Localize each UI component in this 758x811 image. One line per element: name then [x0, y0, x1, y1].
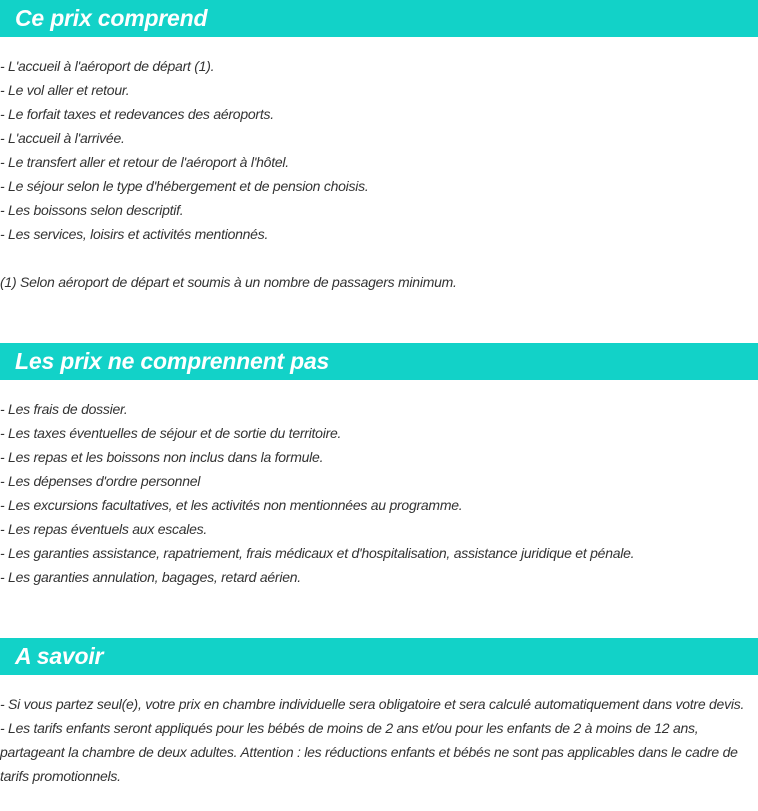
list-item: - L'accueil à l'aéroport de départ (1).	[0, 58, 215, 74]
list-item: - Les frais de dossier.	[0, 401, 128, 417]
list-item: - Le forfait taxes et redevances des aéroports.	[0, 106, 274, 122]
list-item: - Les repas et les boissons non inclus dans la formule.	[0, 449, 324, 465]
list-item: - Les excursions facultatives, et les activités non mentionnées au programme.	[0, 497, 463, 513]
footnote: (1) Selon aéroport de départ et soumis à un nombre de passagers minimum.	[0, 274, 457, 290]
list-item: - Le transfert aller et retour de l'aéroport à l'hôtel.	[0, 154, 289, 170]
section-title-price-excludes: Les prix ne comprennent pas	[0, 343, 758, 380]
list-item: - Les boissons selon descriptif.	[0, 202, 184, 218]
section-title-good-to-know: A savoir	[0, 638, 758, 675]
good-to-know-list	[0, 692, 756, 788]
list-item: - Les repas éventuels aux escales.	[0, 521, 208, 537]
list-item: - Les taxes éventuelles de séjour et de sortie du territoire.	[0, 425, 342, 441]
list-item: - Les dépenses d'ordre personnel	[0, 473, 201, 489]
list-item: - Le vol aller et retour.	[0, 82, 130, 98]
list-item: - Les garanties assistance, rapatriement, frais médicaux et d'hospitalisation, assistance juridique et pénale.	[0, 545, 635, 561]
list-item: - Les garanties annulation, bagages, retard aérien.	[0, 569, 301, 585]
list-item: - Les services, loisirs et activités mentionnés.	[0, 226, 269, 242]
list-item: - L'accueil à l'arrivée.	[0, 130, 125, 146]
list-item: - Si vous partez seul(e), votre prix en chambre individuelle sera obligatoire et sera calculé automatiquement dans votre devis.	[0, 696, 745, 712]
list-item: - Les tarifs enfants seront appliqués pour les bébés de moins de 2 ans et/ou pour les enfants de 2 à moins de 12 ans, partageant la chambre de deux adultes. Attention : les réductions enfants et bébés ne sont pas applicables dans le cadre de tarifs promotionnels.	[0, 720, 738, 784]
price-excludes-list	[0, 397, 756, 589]
list-item: - Le séjour selon le type d'hébergement et de pension choisis.	[0, 178, 369, 194]
section-title-price-includes: Ce prix comprend	[0, 0, 758, 37]
price-includes-list	[0, 54, 756, 294]
